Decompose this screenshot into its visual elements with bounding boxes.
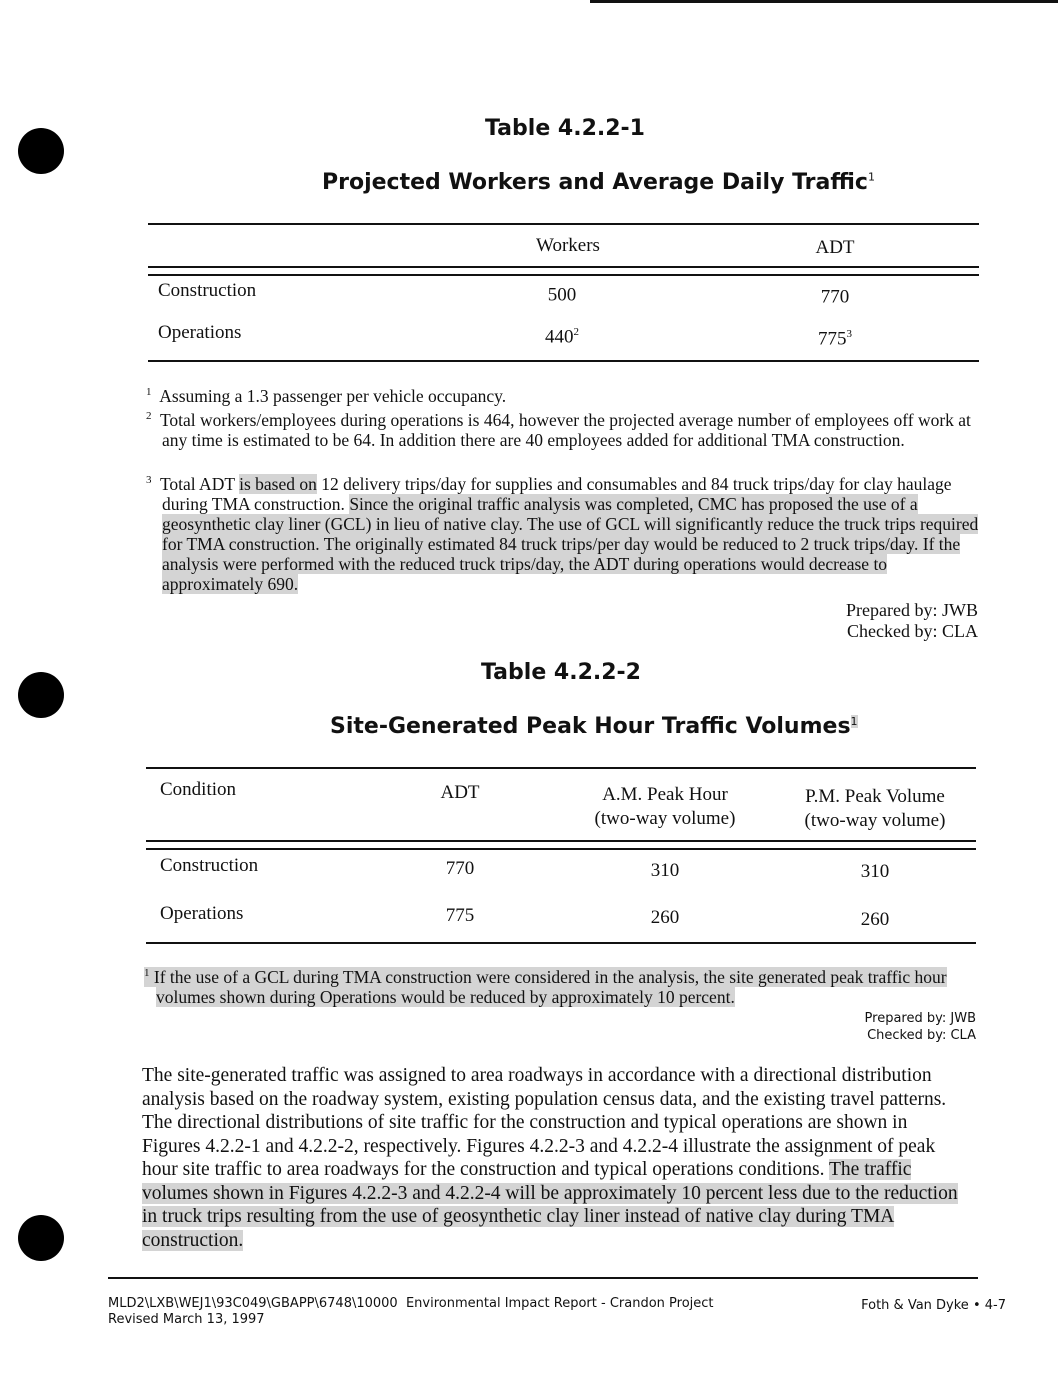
- body-text: The site-generated traffic was assigned to area roadways in accordance with a directional distribution analysis based on the roadway system, existing population census data, and the existing travel patterns. The directional distributions of site traffic for the construction and typical operations are shown in Figures 4.2.2-1 and 4.2.2-2, respectively. Figures 4.2.2-3 and 4.2.2-4 illustrate the assignment of peak hour site traffic to area roadways for the construction and typical operations conditions.: [142, 1065, 947, 1180]
- table2-header-rule: [146, 840, 976, 850]
- table2-top-rule: [146, 767, 976, 769]
- table1-title-sup: 1: [867, 170, 875, 184]
- footer-page-info: [861, 1298, 1006, 1313]
- footer-path: [108, 1296, 714, 1311]
- table1-title: [322, 170, 875, 195]
- table2-cell: 770: [445, 858, 475, 879]
- table1-checked-by: Checked by: CLA: [847, 621, 978, 641]
- table1-cell-workers: [480, 284, 644, 306]
- table1-col-adt: ADT: [815, 237, 855, 258]
- table1-footnote: [146, 470, 992, 594]
- footer-report: Environmental Impact Report - Crandon Project: [405, 1296, 714, 1311]
- table2-checked-by: Checked by: CLA: [867, 1028, 976, 1043]
- table1-cell-value: 775: [818, 328, 847, 350]
- table2-cell: 260: [650, 907, 680, 928]
- table1-row-label: Construction: [158, 280, 257, 301]
- table1-header-rule: [148, 266, 979, 276]
- table2-cell: 260: [860, 909, 890, 930]
- body-paragraph: [142, 1064, 962, 1252]
- table1-cell-adt: [760, 286, 910, 308]
- table1-prepared-by: Prepared by: JWB: [846, 600, 978, 620]
- table1-cell-value: 500: [547, 284, 577, 306]
- table1-cell-adt: [760, 328, 910, 350]
- table2-cell: 310: [650, 860, 680, 881]
- table1-cell-workers: [480, 326, 644, 348]
- table2-col-condition: Condition: [160, 779, 237, 800]
- footer-bullet: •: [972, 1298, 981, 1313]
- table1-bottom-rule: [148, 360, 979, 362]
- footnote-mark: 3: [146, 474, 152, 486]
- footnote-mark: 2: [146, 410, 152, 422]
- table1-cell-sup: 2: [573, 326, 579, 338]
- table1-top-rule: [148, 223, 979, 225]
- footnote-text: 12 delivery trips/day for supplies and consumables and 84 truck trips/day for clay haulage during TMA construction.: [162, 473, 952, 514]
- footnote-text: Assuming a 1.3 passenger per vehicle occupancy.: [159, 385, 507, 406]
- table2-cell: 775: [445, 905, 475, 926]
- table2-title: [330, 714, 858, 739]
- table2-row-label: Construction: [160, 855, 259, 876]
- table2-col-am: A.M. Peak Hour: [602, 784, 728, 805]
- table1-row-label: Operations: [158, 322, 242, 343]
- table1-cell-value: 440: [545, 326, 574, 348]
- table1-cell-value: 770: [820, 286, 850, 308]
- table2-title-mark: 1: [850, 714, 858, 728]
- table2-col-pm: P.M. Peak Volume: [805, 786, 945, 807]
- table2-footnote: [144, 963, 976, 1007]
- footnote-mark: 1: [144, 967, 150, 979]
- footer-page-number: 4-7: [984, 1298, 1006, 1313]
- footnote-text: Total workers/employees during operations is 464, however the projected average number of employees off work at any time is estimated to be 64. In addition there are 40 employees added for additional TMA construction.: [159, 409, 971, 450]
- table1-footnote: [146, 382, 976, 406]
- table1-number: Table 4.2.2-1: [485, 116, 645, 141]
- table1-footnote: [146, 406, 992, 450]
- top-edge-line: [590, 0, 1058, 3]
- table1-title-text: Projected Workers and Average Daily Traffic: [322, 170, 868, 195]
- highlighted-text: The traffic volumes shown in Figures 4.2.2-3 and 4.2.2-4 will be approximately 10 percent less due to the reduction in truck trips resulting from the use of geosynthetic clay liner instead of native clay during TMA construction.: [142, 1159, 958, 1251]
- highlighted-text: [144, 967, 947, 1007]
- footer-revised: Revised March 13, 1997: [108, 1312, 265, 1327]
- table1-col-workers: Workers: [536, 235, 600, 256]
- table2-col-am-sub: (two-way volume): [594, 808, 736, 829]
- table2-col-pm-sub: (two-way volume): [804, 810, 946, 831]
- footer-path-text: MLD2\LXB\WEJ1\93C049\GBAPP\6748\10000: [108, 1296, 398, 1311]
- table2-prepared-by: Prepared by: JWB: [864, 1011, 976, 1026]
- punch-hole: [18, 1215, 64, 1261]
- footnote-mark: 1: [146, 386, 152, 398]
- highlighted-text: is based on: [239, 473, 317, 494]
- footnote-text: If the use of a GCL during TMA construction were considered in the analysis, the site generated peak traffic hour volumes shown during Operations would be reduced by approximately 10 percent.: [153, 966, 947, 1007]
- table1-cell-sup: 3: [846, 328, 852, 340]
- footnote-text: Total ADT: [159, 473, 240, 494]
- table2-row-label: Operations: [160, 903, 244, 924]
- table2-cell: 310: [860, 861, 890, 882]
- footer-firm: Foth & Van Dyke: [861, 1298, 969, 1313]
- table2-col-adt: ADT: [440, 782, 480, 803]
- table2-title-text: Site-Generated Peak Hour Traffic Volumes: [330, 714, 851, 739]
- footer-rule: [108, 1277, 978, 1279]
- highlighted-text: Since the original traffic analysis was completed, CMC has proposed the use of a geosynthetic clay liner (GCL) in lieu of native clay. The use of GCL will significantly reduce the truck trips required for TMA construction. The originally estimated 84 truck trips/per day would be reduced to 2 truck trips/day. If the analysis were performed with the reduced truck trips/day, the ADT during operations would decrease to approximately 690.: [162, 493, 979, 594]
- table2-bottom-rule: [146, 942, 976, 944]
- table2-number: Table 4.2.2-2: [481, 660, 641, 685]
